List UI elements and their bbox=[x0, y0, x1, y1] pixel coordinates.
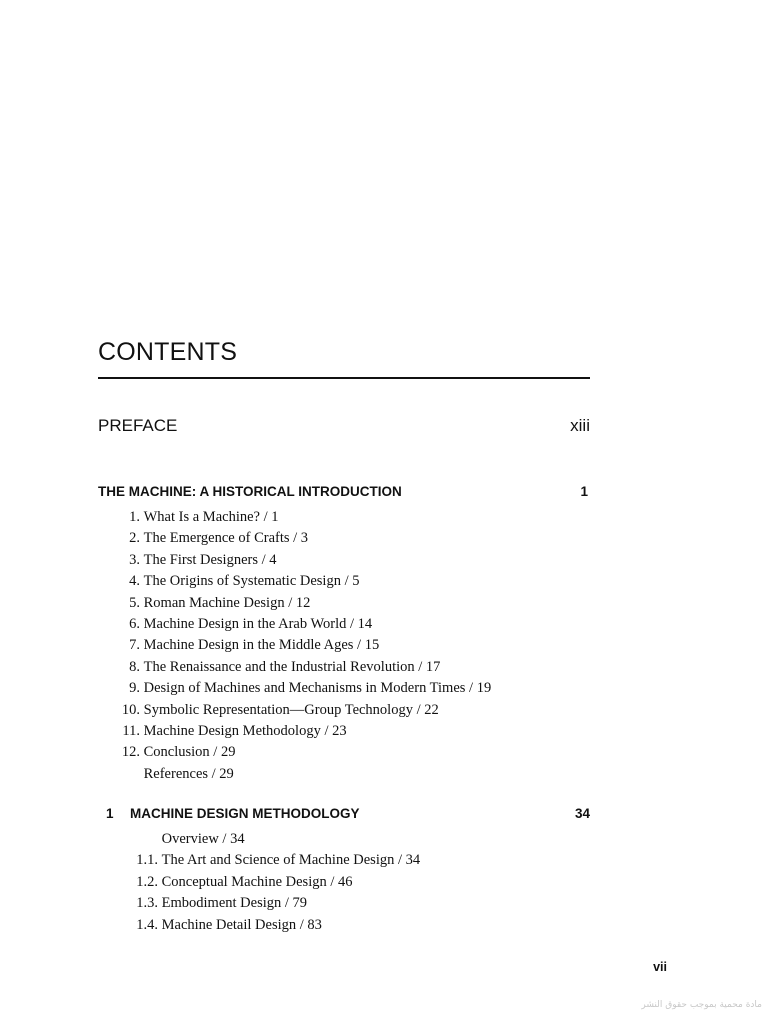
entry-number: 7. bbox=[129, 637, 140, 654]
entry-text: Design of Machines and Mechanisms in Modern Times / 19 bbox=[143, 680, 492, 697]
entry-number: 3. bbox=[129, 551, 140, 568]
toc-entry bbox=[110, 614, 491, 635]
entry-text: Conceptual Machine Design / 46 bbox=[161, 873, 353, 890]
entry-number: 6. bbox=[129, 615, 140, 632]
entry-number: 1.4. bbox=[136, 916, 158, 933]
toc-entry bbox=[126, 829, 420, 850]
toc-preface-row bbox=[98, 415, 590, 437]
entry-text: Overview / 34 bbox=[161, 831, 245, 847]
toc-entry-list bbox=[110, 507, 491, 785]
toc-entry-list bbox=[126, 829, 420, 936]
preface-label: PREFACE bbox=[98, 416, 178, 435]
entry-text: Machine Design in the Middle Ages / 15 bbox=[143, 637, 380, 654]
title-rule bbox=[98, 377, 590, 379]
toc-entry bbox=[110, 700, 491, 721]
toc-section-heading bbox=[98, 482, 590, 502]
entry-number: 1. bbox=[129, 509, 140, 525]
entry-number: 8. bbox=[129, 658, 140, 675]
section-number: 1 bbox=[106, 806, 114, 821]
section-title: THE MACHINE: A HISTORICAL INTRODUCTION bbox=[98, 484, 402, 499]
entry-number: 4. bbox=[129, 573, 140, 590]
entry-text: Roman Machine Design / 12 bbox=[143, 594, 311, 611]
toc-entry bbox=[110, 678, 491, 699]
entry-text: The Origins of Systematic Design / 5 bbox=[143, 573, 360, 590]
page-folio: vii bbox=[653, 960, 667, 974]
toc-entry bbox=[110, 635, 491, 656]
toc-entry bbox=[110, 657, 491, 678]
toc-entry bbox=[110, 764, 491, 785]
entry-number: 1.1. bbox=[136, 852, 158, 869]
entry-number: 10. bbox=[121, 701, 140, 718]
entry-text: The Emergence of Crafts / 3 bbox=[143, 530, 309, 547]
entry-text: Machine Design in the Arab World / 14 bbox=[143, 615, 373, 632]
toc-entry bbox=[110, 528, 491, 549]
toc-entry bbox=[110, 550, 491, 571]
entry-text: The Art and Science of Machine Design / 34 bbox=[161, 852, 421, 869]
entry-number: 12. bbox=[121, 744, 140, 761]
entry-number: 11. bbox=[122, 722, 140, 739]
toc-entry bbox=[126, 893, 420, 914]
entry-number: 5. bbox=[129, 594, 140, 611]
entry-text: What Is a Machine? / 1 bbox=[143, 509, 279, 525]
entry-number: 1.3. bbox=[136, 895, 158, 912]
section-page-number: 34 bbox=[574, 806, 590, 821]
toc-entry bbox=[110, 571, 491, 592]
copyright-watermark: مادة محمية بموجب حقوق النشر bbox=[641, 1000, 762, 1010]
toc-entry bbox=[126, 915, 420, 936]
preface-page-number: xiii bbox=[570, 416, 590, 435]
entry-text: Embodiment Design / 79 bbox=[161, 895, 308, 912]
entry-text: Machine Detail Design / 83 bbox=[161, 916, 322, 933]
toc-entry bbox=[110, 721, 491, 742]
entry-text: The First Designers / 4 bbox=[143, 551, 277, 568]
toc-section-heading bbox=[98, 804, 590, 824]
entry-text: The Renaissance and the Industrial Revolution / 17 bbox=[143, 658, 441, 675]
entry-text: Machine Design Methodology / 23 bbox=[143, 722, 347, 739]
page-title: CONTENTS bbox=[98, 338, 238, 366]
entry-number: 1.2. bbox=[136, 873, 158, 890]
toc-entry bbox=[110, 507, 491, 528]
toc-entry bbox=[126, 850, 420, 871]
entry-text: Symbolic Representation—Group Technology / 22 bbox=[143, 701, 439, 718]
toc-entry bbox=[126, 872, 420, 893]
toc-entry bbox=[110, 593, 491, 614]
entry-text: Conclusion / 29 bbox=[143, 744, 236, 761]
entry-number: 2. bbox=[129, 530, 140, 547]
section-page-number: 1 bbox=[580, 484, 588, 499]
toc-entry bbox=[110, 742, 491, 763]
section-title: MACHINE DESIGN METHODOLOGY bbox=[130, 806, 360, 821]
entry-number: 9. bbox=[129, 680, 140, 697]
entry-text: References / 29 bbox=[143, 765, 234, 782]
